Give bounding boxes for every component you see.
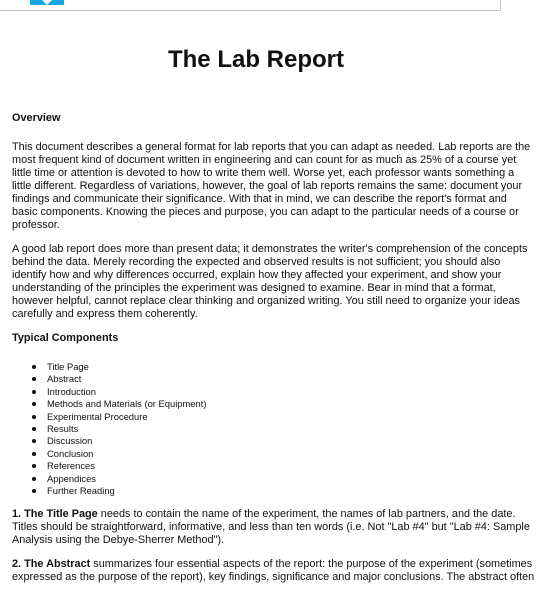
title-page-section	[12, 508, 535, 547]
section-text: summarizes four essential aspects of the report: the purpose of the experiment (sometimes expressed as the purpose of the report), key findings, significance and major conclusions. The abstract often	[12, 558, 535, 584]
document-body	[12, 112, 535, 595]
list-item: Further Reading	[12, 485, 535, 497]
list-item: Abstract	[12, 373, 535, 385]
section-label: 1. The Title Page	[12, 508, 98, 521]
list-item: Appendices	[12, 473, 535, 485]
list-item: Results	[12, 423, 535, 435]
section-text: needs to contain the name of the experiment, the names of lab partners, and the date. Titles should be straightforward, informative, and less than ten words (i.e. Not "Lab #4" but "Lab #4: Sample Analysis using the Debye-Sherrer Method").	[12, 508, 530, 547]
list-item: Experimental Procedure	[12, 411, 535, 423]
list-item: Introduction	[12, 386, 535, 398]
brand-logo-icon	[30, 0, 64, 5]
list-item: References	[12, 460, 535, 472]
header-strip	[0, 0, 501, 11]
list-item: Conclusion	[12, 448, 535, 460]
components-list	[12, 361, 535, 497]
overview-paragraph: This document describes a general format for lab reports that you can adapt as needed. Lab reports are the most frequent kind of document written in engineering and can count for as much as 25% of a course yet little time or attention is devoted to how to write them well. Worse yet, each professor wants something a little different. Regardless of variations, however, the goal of lab reports remains the same: document your findings and communicate their significance. With that in mind, we can describe the report's format and basic components. Knowing the pieces and purpose, you can adapt to the particular needs of a course or professor.	[12, 141, 531, 231]
overview-heading: Overview	[12, 112, 61, 124]
overview-paragraph: A good lab report does more than present data; it demonstrates the writer's comprehension of the concepts behind the data. Merely recording the expected and observed results is not sufficient; you should also identify how and why differences occurred, explain how they affected your experiment, and show your understanding of the principles the experiment was designed to examine. Bear in mind that a format, however helpful, cannot replace clear thinking and organized writing. You still need to organize your ideas carefully and express them coherently.	[12, 243, 528, 320]
components-heading: Typical Components	[12, 332, 119, 344]
section-label: 2. The Abstract	[12, 558, 91, 571]
list-item: Title Page	[12, 361, 535, 373]
abstract-section	[12, 558, 535, 584]
document-title: The Lab Report	[167, 46, 344, 73]
list-item: Methods and Materials (or Equipment)	[12, 398, 535, 410]
list-item: Discussion	[12, 435, 535, 447]
